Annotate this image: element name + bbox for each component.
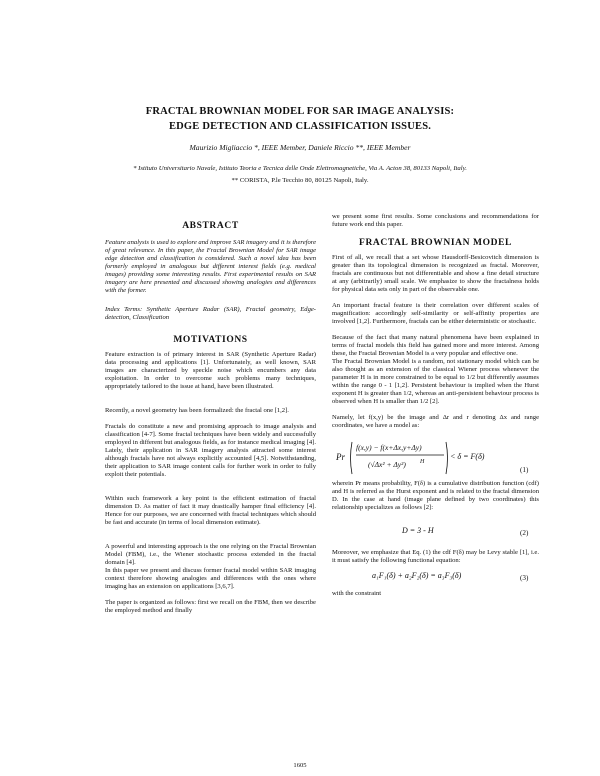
motivations-paragraph-4: Within such framework a key point is the efficient estimation of fractal dimension D. As matter of fact it may drastically hamper final efficiency [4]. Hence for our purposes, we are concerned with fractal techniques which should be fast and accurate (in terms of local dimension estimate). bbox=[105, 495, 316, 527]
svg-text:< δ = F(δ): < δ = F(δ) bbox=[450, 452, 485, 461]
abstract-body: Feature analysis is used to explore and improve SAR imagery and it is therefore of great relevance. In this paper, the Fractal Brownian Model for SAR image edge detection and classification is considered. Such a novel idea has been formerly employed in analogous but different interest fields (e.g. medical images) providing some interesting results. First experimental results on SAR imagery are here presented and discussed showing analogies and differences with the former. bbox=[105, 239, 316, 295]
equation-2-number: (2) bbox=[520, 529, 529, 537]
motivations-paragraph-5: A powerful and interesting approach is the one relying on the Fractal Brownian Model (FBM), i.e., the Wiener stochastic process extended in the fractal domain [4]. bbox=[105, 543, 316, 567]
equation-1 bbox=[332, 434, 539, 478]
paper-affiliation-2: ** CORISTA, P.le Tecchio 80, 80125 Napoli, Italy. bbox=[231, 177, 369, 184]
svg-text:H: H bbox=[420, 459, 425, 465]
fbm-paragraph-6: wherein Pr means probability, F(δ) is a cumulative distribution function (cdf) and H is referred as the Hurst exponent and is related to the fractal dimension D. In the case at hand (image plane defined by two coordinates) this relationship specializes as follows [2]: bbox=[332, 480, 539, 512]
motivations-paragraph-1: Feature extraction is of primary interest in SAR (Synthetic Aperture Radar) data processing and applications [1]. Unfortunately, as well known, SAR images are characterized by speckle noise which encumbers any data exploitation. In order to overcome such problems many techniques, appropriately tailored to the issue at hand, have been illustrated. bbox=[105, 351, 316, 391]
equation-1-number: (1) bbox=[520, 466, 529, 474]
right-intro: we present some first results. Some conclusions and recommendations for future work end this paper. bbox=[332, 213, 539, 229]
motivations-paragraph-7: The paper is organized as follows: first we recall on the FBM, then we describe the employed method and finally bbox=[105, 599, 316, 615]
paper-affiliation-1: * Istituto Universitario Navale, Istituto Teoria e Tecnica delle Onde Elettromagnetiche, Via A. Acton 38, 80133 Napoli, Italy. bbox=[133, 165, 467, 172]
fbm-paragraph-5: Namely, let f(x,y) be the image and Δr and r denoting Δx and range coordinates, we have a model as: bbox=[332, 414, 539, 430]
page-number: 1605 bbox=[293, 762, 307, 769]
fbm-paragraph-8: with the constraint bbox=[332, 590, 382, 597]
equation-3: a₁F₁(δ) + a₂F₂(δ) = a₃F₃(δ) bbox=[372, 571, 462, 580]
fbm-paragraph-7: Moreover, we emphasize that Eq. (1) the cdf F(δ) may be Levy stable [1], i.e. it must satisfy the following functional equation: bbox=[332, 549, 539, 565]
motivations-heading: MOTIVATIONS bbox=[173, 335, 248, 345]
motivations-paragraph-2: Recently, a novel geometry has been formalized: the fractal one [1,2]. bbox=[105, 407, 289, 414]
svg-text:(√Δx² + Δy²): (√Δx² + Δy²) bbox=[368, 460, 406, 469]
svg-text:f(x,y) − f(x+Δx,y+Δy): f(x,y) − f(x+Δx,y+Δy) bbox=[356, 443, 422, 452]
motivations-paragraph-6: In this paper we present and discuss former fractal model within SAR imaging context therefore showing analogies and differences with the ones where imaging has an extension on applications [3,6,7]. bbox=[105, 567, 316, 591]
fbm-paragraph-2: An important fractal feature is their correlation over different scales of magnification: accordingly self-similarity or self-affinity properties are involved [1,2]. Furthermore, fractals can be either deterministic or stochastic. bbox=[332, 302, 539, 326]
fbm-paragraph-1: First of all, we recall that a set whose Hausdorff-Besicovitch dimension is greater than its topological dimension is recognized as fractal. Moreover, fractals are continuous but not differentiable and show a fine detail structure at any (arbitrarily) small scale. We emphasize to show the fractalness holds for physical data sets only in part of the observable one. bbox=[332, 254, 539, 294]
index-terms: Index Terms: Synthetic Aperture Radar (SAR), Fractal geometry, Edge-detection, Classification bbox=[105, 306, 316, 322]
fbm-paragraph-4: The Fractal Brownian Model is a random, not stationary model which can be also thought as an extension of the classical Wiener process whenever the parameter H is in more constrained to be equal to 1/2 but differently assumes within the range 0 - 1 [1,2]. Persistent behaviour is implied when the Hurst exponent H is greater than 1/2, whereas an anti-persistent behaviour process is observed when H is smaller than 1/2 [2]. bbox=[332, 358, 539, 406]
equation-3-number: (3) bbox=[520, 574, 529, 582]
abstract-heading: ABSTRACT bbox=[182, 221, 239, 231]
motivations-paragraph-3: Fractals do constitute a new and promising approach to image analysis and classification [4-7]. Some fractal techniques have been widely and successfully employed in different but analogous fields, as for instance medical imaging [4]. Lately, their application in SAR imagery analysis attracted some interest although fractals have not always explicitly accounted [4,5]. Notwithstanding, their application to SAR image content calls for further work in order to fully exploit their potentials. bbox=[105, 423, 316, 479]
equation-2: D = 3 - H bbox=[402, 526, 434, 535]
svg-text:Pr: Pr bbox=[336, 452, 345, 462]
fbm-paragraph-3: Because of the fact that many natural phenomena have been explained in terms of fractal models this field has gained more and more interest. Among these, the Fractal Brownian Model is a very popular and effective one. bbox=[332, 334, 539, 358]
fbm-heading: FRACTAL BROWNIAN MODEL bbox=[359, 238, 512, 248]
paper-authors: Maurizio Migliaccio *, IEEE Member, Daniele Riccio **, IEEE Member bbox=[189, 143, 411, 152]
paper-title-line-2: EDGE DETECTION AND CLASSIFICATION ISSUES. bbox=[168, 121, 432, 132]
paper-title-line-1: FRACTAL BROWNIAN MODEL FOR SAR IMAGE ANALYSIS: bbox=[145, 106, 455, 117]
